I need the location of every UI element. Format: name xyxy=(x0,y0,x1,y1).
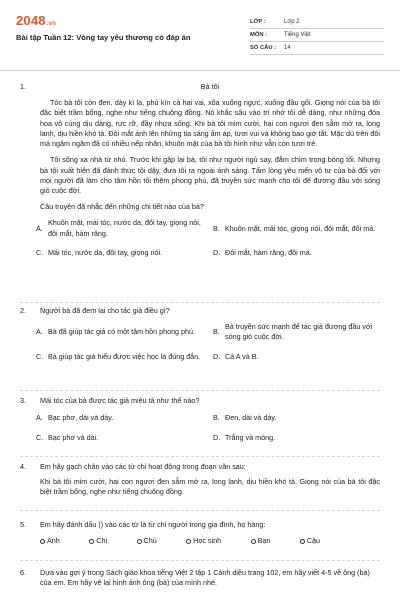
option-letter: C. xyxy=(36,247,44,257)
circle-checkbox-icon xyxy=(186,539,191,544)
site-logo[interactable] xyxy=(16,14,190,27)
question-5 xyxy=(20,520,380,546)
header-divider xyxy=(0,70,400,71)
choice-label: Chị xyxy=(96,536,108,546)
question-1 xyxy=(20,82,380,261)
circle-checkbox-icon xyxy=(137,539,142,544)
question-number: 2. xyxy=(20,306,26,315)
passage-paragraph: Tóc bà tôi còn đen, dày kì lạ, phủ kín cả hai vai, xõa xuống ngực, xuống đầu gối. Giọng nói của bà tôi đặc biệt trầm bổng, nghe như tiếng chuông đồng. Nó khắc sâu vào trí nhớ tôi dễ dàng, như những đóa hoa vô cùng dịu dàng, rực rỡ, đầy nhựa sống. Khi bà tôi mỉm cười, hai con ngươi đen sẫm mở ra, long lanh, dịu hiền khó tả. Đôi mắt ánh lên những tia sáng ấm áp, tươi vui và không bao giờ tắt. Mặc dù trên đôi má ngăm ngăm đã có nhiều nếp nhăn, khuôn mặt của bà tôi hình như vẫn còn tươi trẻ. xyxy=(40,98,380,149)
question-number: 3. xyxy=(20,396,26,405)
option-text: Cả A và B. xyxy=(225,351,259,361)
question-divider xyxy=(20,510,380,511)
question-text: Câu truyện đã nhắc đến những chi tiết nào của bà? xyxy=(40,202,204,212)
option-text: Bà đã giúp tác giả có một tâm hồn phong phú. xyxy=(48,327,196,337)
header xyxy=(16,14,384,66)
logo-main: 2048 xyxy=(16,13,46,28)
meta-label: MÔN : xyxy=(250,31,268,38)
answer-option-b[interactable] xyxy=(213,410,380,426)
question-divider xyxy=(20,302,380,303)
option-text: Đôi mắt, hàm răng, đôi má. xyxy=(225,247,312,257)
answer-options xyxy=(20,322,380,364)
meta-row-subject xyxy=(250,29,384,42)
meta-row-class xyxy=(250,16,384,29)
question-header xyxy=(20,82,380,92)
option-letter: D. xyxy=(213,351,221,361)
underline-passage[interactable] xyxy=(20,477,380,497)
question-text: Em hãy gạch chân vào các từ chỉ hoạt động trong đoạn văn sau: xyxy=(40,462,246,471)
question-3 xyxy=(20,396,380,446)
option-letter: A. xyxy=(36,413,43,423)
circle-checkbox-icon xyxy=(300,539,305,544)
choice-chu[interactable] xyxy=(137,536,157,546)
question-header xyxy=(20,306,380,316)
meta-value: 14 xyxy=(284,44,291,51)
passage-title: Bà tôi xyxy=(200,82,220,91)
option-text: Khuôn mặt, mái tóc, giọng nói, đôi mắt, đôi má. xyxy=(225,223,376,233)
option-text: Bạc phơ và dài. xyxy=(48,433,99,443)
option-letter: A. xyxy=(36,327,43,337)
meta-value: Tiếng Việt xyxy=(284,31,311,38)
question-number: 6. xyxy=(20,568,26,577)
passage-paragraph: Khi bà tôi mỉm cười, hai con ngươi đen sẫm mở ra, long lanh, dịu hiền khó tả. Giọng nói của bà tôi đặc biệt trầm bổng, nghe như tiếng chuông đồng. xyxy=(40,477,380,497)
answer-option-d[interactable] xyxy=(213,245,380,261)
choice-label: Học sinh xyxy=(193,536,222,546)
option-text: Khuôn mặt, mái tóc, nước da, đôi tay, giọng nói, đôi mắt, hàm răng. xyxy=(48,218,201,238)
passage xyxy=(20,98,380,212)
answer-options xyxy=(20,410,380,446)
answer-option-b[interactable] xyxy=(213,218,380,238)
option-text: Bà giúp tác giả hiểu được việc học là đúng đắn. xyxy=(48,351,201,361)
question-6 xyxy=(20,568,380,588)
option-letter: C. xyxy=(36,433,44,443)
option-letter: B. xyxy=(213,327,220,337)
option-letter: B. xyxy=(213,223,220,233)
option-text: Mái tóc, nước da, đôi tay, giọng nói. xyxy=(48,247,163,257)
question-header xyxy=(20,520,380,530)
answer-option-a[interactable] xyxy=(36,410,203,426)
option-letter: D. xyxy=(213,433,221,443)
answer-option-c[interactable] xyxy=(36,245,203,261)
choice-label: Anh xyxy=(47,536,60,546)
question-number: 5. xyxy=(20,520,26,529)
circle-checkbox-icon xyxy=(89,539,94,544)
choice-cau[interactable] xyxy=(300,536,320,546)
question-header xyxy=(20,462,380,472)
answer-option-a[interactable] xyxy=(36,322,203,342)
brand xyxy=(16,14,190,66)
question-number: 1. xyxy=(20,82,26,91)
option-letter: A. xyxy=(36,223,43,233)
question-4 xyxy=(20,462,380,498)
question-divider xyxy=(20,560,380,561)
answer-options xyxy=(20,218,380,260)
question-divider xyxy=(20,390,380,391)
meta-label: SỐ CÂU : xyxy=(250,44,277,51)
meta-info xyxy=(250,16,384,66)
option-text: Bà truyền sức mạnh để tác giả đương đầu với sóng gió cuộc đời. xyxy=(225,322,373,342)
choice-label: Bạn xyxy=(257,536,271,546)
option-letter: C. xyxy=(36,351,44,361)
answer-option-a[interactable] xyxy=(36,218,203,238)
answer-option-d[interactable] xyxy=(213,430,380,446)
option-letter: D. xyxy=(213,247,221,257)
circle-checkbox-icon xyxy=(251,539,256,544)
choice-label: Chú xyxy=(143,536,157,546)
question-text: Dựa vào gợi ý trong Sách giáo khoa tiếng Việt 2 tập 1 Cánh diều trang 102, em hãy viết 4-5 về ông (bà) của em. Em hãy vẽ lại hình ảnh ông (bà) của mình nhé. xyxy=(40,568,370,588)
option-text: Đen, dài và dày. xyxy=(225,413,277,423)
logo-suffix: .vn xyxy=(46,21,57,27)
answer-option-d[interactable] xyxy=(213,349,380,365)
question-number: 4. xyxy=(20,462,26,471)
option-text: Trắng và mỏng. xyxy=(225,433,276,443)
question-text: Em hãy đánh dấu () vào các từ là từ chỉ người trong gia đình, họ hàng: xyxy=(40,520,266,529)
answer-option-c[interactable] xyxy=(36,430,203,446)
choice-chi[interactable] xyxy=(89,536,107,546)
question-header xyxy=(20,396,380,406)
checkbox-choices xyxy=(20,536,380,546)
question-text: Người bà đã đem lại cho tác giả điều gì? xyxy=(40,306,170,315)
answer-option-b[interactable] xyxy=(213,322,380,342)
meta-row-count xyxy=(250,42,384,55)
question-header xyxy=(20,568,380,588)
page-title: Bài tập Tuần 12: Vòng tay yêu thương có đáp án xyxy=(16,33,191,42)
meta-label: LỚP : xyxy=(250,18,266,25)
option-text: Bạc phơ, dài và dày. xyxy=(48,413,114,423)
question-text: Mái tóc của bà được tác giả miêu tả như thế nào? xyxy=(40,396,200,405)
question-divider xyxy=(20,456,380,457)
question-2 xyxy=(20,306,380,365)
choice-label: Cậu xyxy=(306,536,320,546)
option-letter: B. xyxy=(213,413,220,423)
circle-checkbox-icon xyxy=(40,539,45,544)
meta-value: Lớp 2 xyxy=(284,18,300,25)
passage-paragraph: Tôi sống xa nhà từ nhỏ. Trước khi gặp lại bà, tôi như người ngủ say, đắm chìm trong bóng tối. Nhưng bà tôi xuất hiện đã đánh thức tôi dậy, đưa tôi ra ngoài ánh sáng. Tấm lòng yêu mến vô tư của bà đối với mọi người đã làm cho tâm hồn tôi thêm phong phú, đã truyền sức mạnh cho tôi để đương đầu với sóng gió cuộc đời. xyxy=(40,155,380,195)
choice-ban[interactable] xyxy=(251,536,271,546)
choice-hoc-sinh[interactable] xyxy=(186,536,221,546)
choice-anh[interactable] xyxy=(40,536,60,546)
answer-option-c[interactable] xyxy=(36,349,203,365)
